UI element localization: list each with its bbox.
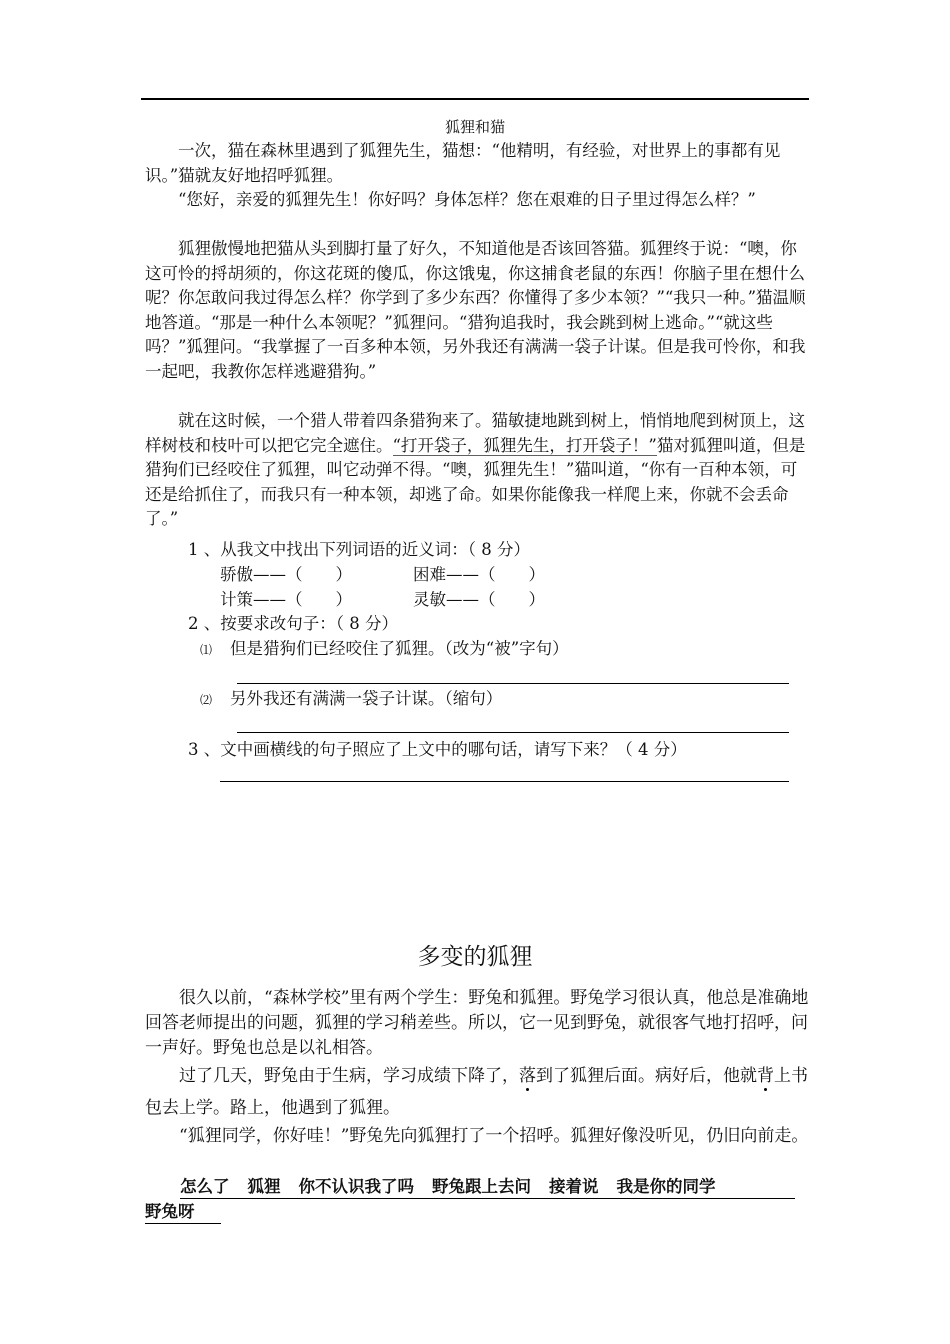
word-group: 狐狸 bbox=[247, 1177, 281, 1196]
word-group: 你不认识我了吗 bbox=[298, 1177, 414, 1196]
paragraph-2-text-c: 上书包去上学。路上，他遇到了狐狸。 bbox=[145, 1066, 808, 1118]
answer-line-3[interactable] bbox=[220, 781, 789, 782]
top-rule bbox=[141, 98, 809, 100]
question-2a-number: ⑴ bbox=[200, 643, 213, 657]
question-2a bbox=[200, 637, 569, 662]
synonym-item-1: 骄傲——（ ） bbox=[220, 565, 352, 584]
word-group: 接着说 bbox=[549, 1177, 599, 1196]
punctuation-exercise-line-2: 野兔呀 bbox=[145, 1198, 221, 1224]
paragraph-4-text-before: 就在这时候，一个猎人带着四条猎狗来了。猫敏捷地跳到树上，悄悄地爬到树顶上，这样树枝和枝叶可以把它完全遮住。 bbox=[145, 411, 805, 455]
story2-paragraph-1: 很久以前，“森林学校”里有两个学生：野兔和狐狸。野兔学习很认真，他总是准确地回答老师提出的问题，狐狸的学习稍差些。所以，它一见到野兔，就很客气地打招呼，问一声好。野兔也总是以礼相答。 bbox=[145, 988, 809, 1058]
dotted-char-bei: 背 bbox=[757, 1066, 774, 1086]
question-2: 2 、按要求改句子：（ 8 分） bbox=[188, 614, 398, 633]
paragraph-4-text-after: 猫对狐狸叫道，但是猎狗们已经咬住了狐狸，叫它动弹不得。“噢，狐狸先生！”猫叫道，“你有一百种本领，可还是给抓住了，而我只有一种本领，却逃了命。如果你能像我一样爬上来，你就不会丢命了。” bbox=[145, 435, 806, 529]
synonym-item-2: 困难——（ ） bbox=[413, 565, 545, 584]
story1-title: 狐狸和猫 bbox=[444, 118, 505, 136]
word-group: 我是你的同学 bbox=[616, 1177, 716, 1196]
synonym-item-3: 计策——（ ） bbox=[220, 590, 352, 609]
question-3: 3 、文中画横线的句子照应了上文中的哪句话，请写下来？（ 4 分） bbox=[188, 740, 687, 759]
story1-paragraph-3: 狐狸傲慢地把猫从头到脚打量了好久，不知道他是否该回答猫。狐狸终于说：“噢，你这可怜的捋胡须的，你这花斑的傻瓜，你这饿鬼，你这捕食老鼠的东西！你脑子里在想什么呢？你怎敢问我过得怎么样？你学到了多少东西？你懂得了多少本领？”“我只一种。”猫温顺地答道。“那是一种什么本领呢？”狐狸问。“猎狗追我时，我会跳到树上逃命。”“就这些吗？”狐狸问。“我掌握了一百多种本领，另外我还有满满一袋子计谋。但是我可怜你，和我一起吧，我教你怎样逃避猎狗。” bbox=[145, 239, 806, 381]
word-group: 野兔跟上去问 bbox=[432, 1177, 531, 1196]
answer-line-2a[interactable] bbox=[237, 683, 789, 684]
story1-paragraph-1: 一次，猫在森林里遇到了狐狸先生，猫想：“他精明，有经验，对世界上的事都有见识。”猫就友好地招呼狐狸。 bbox=[145, 141, 781, 185]
question-2b-text: 另外我还有满满一袋子计谋。（缩句） bbox=[230, 689, 503, 708]
paragraph-2-text-b: 到了狐狸后面。病好后，他就 bbox=[536, 1066, 757, 1086]
story1-paragraph-4 bbox=[145, 409, 810, 532]
question-1: 1 、从我文中找出下列词语的近义词：（ 8 分） bbox=[188, 540, 530, 559]
answer-line-2b[interactable] bbox=[237, 732, 789, 733]
paragraph-2-text-a: 过了几天，野兔由于生病，学习成绩下降了， bbox=[179, 1066, 519, 1086]
question-2b bbox=[200, 687, 502, 712]
underlined-sentence: “打开袋子，狐狸先生，打开袋子！” bbox=[392, 435, 657, 455]
punctuation-exercise-line-1 bbox=[180, 1173, 795, 1199]
story2-paragraph-2 bbox=[145, 1060, 810, 1124]
story2-title: 多变的狐狸 bbox=[417, 944, 533, 970]
word-group: 怎么了 bbox=[180, 1177, 230, 1196]
synonym-item-4: 灵敏——（ ） bbox=[413, 590, 545, 609]
question-2a-text: 但是猎狗们已经咬住了狐狸。（改为“被”字句） bbox=[230, 639, 569, 658]
story1-paragraph-2: “您好，亲爱的狐狸先生！你好吗？身体怎样？您在艰难的日子里过得怎么样？” bbox=[178, 190, 756, 209]
question-2b-number: ⑵ bbox=[200, 693, 213, 707]
dotted-char-luo: 落 bbox=[519, 1066, 536, 1086]
story2-paragraph-3: “狐狸同学，你好哇！”野兔先向狐狸打了一个招呼。狐狸好像没听见，仍旧向前走。 bbox=[179, 1126, 809, 1146]
